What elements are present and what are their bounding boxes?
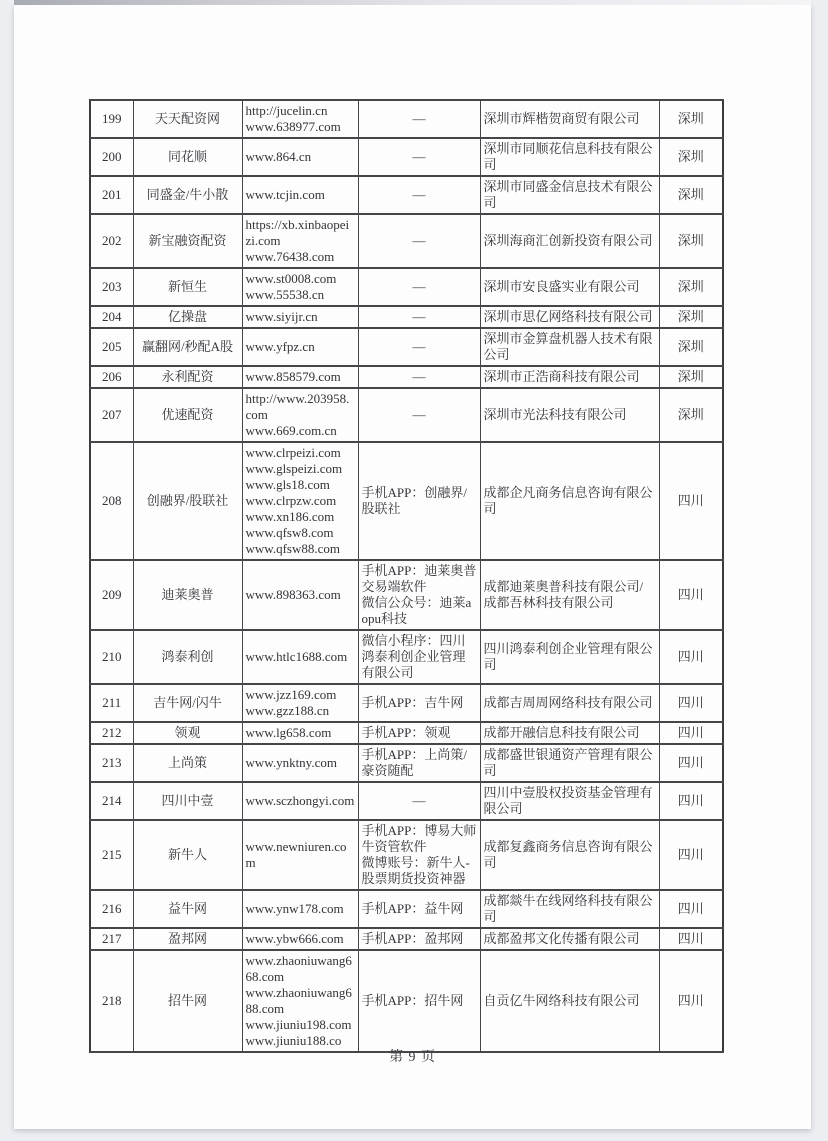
- table-row: [90, 560, 723, 630]
- cell-no: 203: [90, 268, 133, 306]
- cell-name: 亿操盘: [133, 306, 242, 328]
- cell-name: 优速配资: [133, 388, 242, 442]
- cell-websites: [242, 268, 358, 306]
- cell-app: [358, 560, 480, 630]
- table-row: [90, 176, 723, 214]
- app-line: 微博账号：新牛人-股票期货投资神器: [361, 855, 470, 886]
- app-line: —: [412, 187, 426, 202]
- cell-websites: [242, 306, 358, 328]
- cell-name: 同花顺: [133, 138, 242, 176]
- table-row: [90, 684, 723, 722]
- cell-name: 天天配资网: [133, 100, 242, 138]
- website-line: http://jucelin.cn: [245, 103, 328, 118]
- app-line: —: [412, 149, 426, 164]
- website-line: www.55538.cn: [245, 287, 325, 302]
- cell-region: 深圳: [659, 366, 723, 388]
- cell-app: [358, 214, 480, 268]
- website-line: www.jzz169.com: [245, 687, 337, 702]
- cell-region: 四川: [659, 684, 723, 722]
- cell-app: [358, 890, 480, 928]
- app-line: —: [412, 309, 426, 324]
- table-row: [90, 630, 723, 684]
- cell-no: 210: [90, 630, 133, 684]
- cell-app: [358, 820, 480, 890]
- cell-company: 成都企凡商务信息咨询有限公司: [480, 442, 659, 560]
- cell-region: 四川: [659, 744, 723, 782]
- website-line: www.gzz188.cn: [245, 703, 330, 718]
- cell-name: 盈邦网: [133, 928, 242, 950]
- cell-websites: [242, 950, 358, 1052]
- table-row: [90, 366, 723, 388]
- cell-name: 创融界/股联社: [133, 442, 242, 560]
- cell-region: 深圳: [659, 176, 723, 214]
- cell-no: 207: [90, 388, 133, 442]
- website-line: www.898363.com: [245, 587, 341, 602]
- cell-company: 成都开融信息科技有限公司: [480, 722, 659, 744]
- cell-region: 深圳: [659, 306, 723, 328]
- website-line: https://xb.xinbaopeizi.com: [245, 217, 350, 248]
- cell-company: 深圳市同盛金信息技术有限公司: [480, 176, 659, 214]
- cell-company: 四川鸿泰利创企业管理有限公司: [480, 630, 659, 684]
- document-page: [14, 5, 811, 1129]
- table-row: [90, 306, 723, 328]
- cell-no: 206: [90, 366, 133, 388]
- cell-no: 208: [90, 442, 133, 560]
- cell-websites: [242, 138, 358, 176]
- cell-company: 深圳市辉楷贺商贸有限公司: [480, 100, 659, 138]
- table-row: [90, 214, 723, 268]
- app-line: 手机APP：领观: [361, 725, 451, 740]
- cell-name: 益牛网: [133, 890, 242, 928]
- website-line: www.sczhongyi.com: [245, 793, 355, 808]
- website-line: www.ybw666.com: [245, 931, 344, 946]
- website-line: www.jiuniu198.com: [245, 1017, 352, 1032]
- cell-company: 深圳市思亿网络科技有限公司: [480, 306, 659, 328]
- website-line: www.638977.com: [245, 119, 341, 134]
- website-line: www.tcjin.com: [245, 187, 325, 202]
- table-row: [90, 722, 723, 744]
- cell-no: 211: [90, 684, 133, 722]
- website-line: www.glspeizi.com: [245, 461, 343, 476]
- table-row: [90, 890, 723, 928]
- cell-region: 四川: [659, 820, 723, 890]
- cell-company: 深圳海商汇创新投资有限公司: [480, 214, 659, 268]
- app-line: 微信公众号：迪莱aopu科技: [361, 595, 472, 626]
- table-body: [90, 100, 723, 1052]
- app-line: —: [412, 339, 426, 354]
- website-line: www.858579.com: [245, 369, 341, 384]
- website-line: www.864.cn: [245, 149, 312, 164]
- cell-no: 214: [90, 782, 133, 820]
- cell-name: 吉牛网/闪牛: [133, 684, 242, 722]
- website-line: http://www.203958.com: [245, 391, 350, 422]
- cell-company: 深圳市光法科技有限公司: [480, 388, 659, 442]
- cell-name: 招牛网: [133, 950, 242, 1052]
- website-line: www.lg658.com: [245, 725, 332, 740]
- cell-app: [358, 782, 480, 820]
- cell-region: 四川: [659, 928, 723, 950]
- website-line: www.zhaoniuwang688.com: [245, 985, 352, 1016]
- cell-no: 209: [90, 560, 133, 630]
- app-line: —: [412, 793, 426, 808]
- cell-name: 新牛人: [133, 820, 242, 890]
- app-line: 手机APP：迪莱奥普交易端软件: [361, 563, 477, 594]
- cell-websites: [242, 684, 358, 722]
- website-line: www.76438.com: [245, 249, 335, 264]
- cell-websites: [242, 560, 358, 630]
- cell-company: 四川中壹股权投资基金管理有限公司: [480, 782, 659, 820]
- cell-company: 深圳市金算盘机器人技术有限公司: [480, 328, 659, 366]
- cell-name: 领观: [133, 722, 242, 744]
- cell-region: 四川: [659, 890, 723, 928]
- cell-company: 成都吉周周网络科技有限公司: [480, 684, 659, 722]
- cell-websites: [242, 782, 358, 820]
- cell-app: [358, 366, 480, 388]
- app-line: —: [412, 407, 426, 422]
- cell-app: [358, 388, 480, 442]
- cell-app: [358, 744, 480, 782]
- cell-app: [358, 928, 480, 950]
- cell-name: 新恒生: [133, 268, 242, 306]
- app-line: 手机APP：吉牛网: [361, 695, 464, 710]
- table-row: [90, 744, 723, 782]
- cell-app: [358, 138, 480, 176]
- cell-websites: [242, 722, 358, 744]
- cell-no: 200: [90, 138, 133, 176]
- cell-region: 深圳: [659, 214, 723, 268]
- app-line: 微信小程序：四川鸿泰利创企业管理有限公司: [361, 633, 466, 680]
- cell-company: 深圳市同顺花信息科技有限公司: [480, 138, 659, 176]
- cell-websites: [242, 328, 358, 366]
- cell-name: 赢翻网/秒配A股: [133, 328, 242, 366]
- cell-name: 迪莱奥普: [133, 560, 242, 630]
- cell-name: 上尚策: [133, 744, 242, 782]
- website-line: www.jiuniu188.co: [245, 1033, 342, 1048]
- website-line: www.st0008.com: [245, 271, 337, 286]
- cell-no: 217: [90, 928, 133, 950]
- cell-app: [358, 100, 480, 138]
- website-line: www.clrpeizi.com: [245, 445, 341, 460]
- website-line: www.669.com.cn: [245, 423, 337, 438]
- cell-region: 深圳: [659, 328, 723, 366]
- cell-name: 鸿泰利创: [133, 630, 242, 684]
- app-line: —: [412, 233, 426, 248]
- cell-no: 212: [90, 722, 133, 744]
- cell-company: 成都复鑫商务信息咨询有限公司: [480, 820, 659, 890]
- cell-company: 成都迪莱奥普科技有限公司/成都吾林科技有限公司: [480, 560, 659, 630]
- cell-company: 成都盈邦文化传播有限公司: [480, 928, 659, 950]
- cell-websites: [242, 366, 358, 388]
- cell-region: 四川: [659, 782, 723, 820]
- cell-region: 深圳: [659, 100, 723, 138]
- cell-app: [358, 630, 480, 684]
- table-row: [90, 100, 723, 138]
- cell-no: 199: [90, 100, 133, 138]
- cell-app: [358, 442, 480, 560]
- cell-no: 218: [90, 950, 133, 1052]
- app-line: —: [412, 111, 426, 126]
- app-line: 手机APP：上尚策/豪资随配: [361, 747, 467, 778]
- cell-websites: [242, 100, 358, 138]
- cell-no: 205: [90, 328, 133, 366]
- website-line: www.gls18.com: [245, 477, 330, 492]
- cell-websites: [242, 928, 358, 950]
- cell-app: [358, 722, 480, 744]
- cell-websites: [242, 890, 358, 928]
- table-row: [90, 388, 723, 442]
- website-line: www.xn186.com: [245, 509, 335, 524]
- cell-region: 深圳: [659, 138, 723, 176]
- website-line: www.clrpzw.com: [245, 493, 337, 508]
- cell-app: [358, 306, 480, 328]
- table-row: [90, 928, 723, 950]
- cell-websites: [242, 744, 358, 782]
- cell-name: 新宝融资配资: [133, 214, 242, 268]
- cell-no: 201: [90, 176, 133, 214]
- cell-app: [358, 268, 480, 306]
- cell-no: 213: [90, 744, 133, 782]
- cell-name: 永利配资: [133, 366, 242, 388]
- app-line: 手机APP：盈邦网: [361, 931, 464, 946]
- website-line: www.newniuren.com: [245, 839, 347, 870]
- cell-company: 成都盛世银通资产管理有限公司: [480, 744, 659, 782]
- platforms-table: [89, 99, 724, 1053]
- app-line: 手机APP：博易大师牛资管软件: [361, 823, 477, 854]
- cell-websites: [242, 176, 358, 214]
- cell-app: [358, 176, 480, 214]
- table-row: [90, 782, 723, 820]
- cell-websites: [242, 630, 358, 684]
- website-line: www.ynktny.com: [245, 755, 337, 770]
- app-line: —: [412, 369, 426, 384]
- website-line: www.htlc1688.com: [245, 649, 348, 664]
- app-line: 手机APP：招牛网: [361, 993, 464, 1008]
- cell-websites: [242, 820, 358, 890]
- cell-region: 四川: [659, 560, 723, 630]
- cell-app: [358, 328, 480, 366]
- website-line: www.qfsw8.com: [245, 525, 334, 540]
- app-line: 手机APP：益牛网: [361, 901, 464, 916]
- cell-websites: [242, 442, 358, 560]
- cell-app: [358, 684, 480, 722]
- table-row: [90, 442, 723, 560]
- cell-websites: [242, 388, 358, 442]
- table-row: [90, 268, 723, 306]
- cell-region: 四川: [659, 950, 723, 1052]
- cell-region: 四川: [659, 442, 723, 560]
- cell-company: 成都燚牛在线网络科技有限公司: [480, 890, 659, 928]
- cell-websites: [242, 214, 358, 268]
- page-number: 第 9 页: [389, 1050, 436, 1065]
- cell-no: 204: [90, 306, 133, 328]
- app-line: —: [412, 279, 426, 294]
- table-row: [90, 138, 723, 176]
- cell-region: 深圳: [659, 388, 723, 442]
- cell-company: 自贡亿牛网络科技有限公司: [480, 950, 659, 1052]
- website-line: www.qfsw88.com: [245, 541, 340, 556]
- website-line: www.ynw178.com: [245, 901, 344, 916]
- cell-no: 202: [90, 214, 133, 268]
- cell-name: 同盛金/牛小散: [133, 176, 242, 214]
- page-edge-shadow: [14, 0, 811, 5]
- cell-region: 四川: [659, 722, 723, 744]
- cell-app: [358, 950, 480, 1052]
- cell-no: 215: [90, 820, 133, 890]
- cell-region: 四川: [659, 630, 723, 684]
- website-line: www.siyijr.cn: [245, 309, 318, 324]
- table-row: [90, 950, 723, 1052]
- cell-no: 216: [90, 890, 133, 928]
- app-line: 手机APP：创融界/股联社: [361, 485, 467, 516]
- cell-name: 四川中壹: [133, 782, 242, 820]
- table-row: [90, 820, 723, 890]
- website-line: www.zhaoniuwang668.com: [245, 953, 352, 984]
- table-row: [90, 328, 723, 366]
- cell-company: 深圳市正浩商科技有限公司: [480, 366, 659, 388]
- cell-region: 深圳: [659, 268, 723, 306]
- website-line: www.yfpz.cn: [245, 339, 315, 354]
- cell-company: 深圳市安良盛实业有限公司: [480, 268, 659, 306]
